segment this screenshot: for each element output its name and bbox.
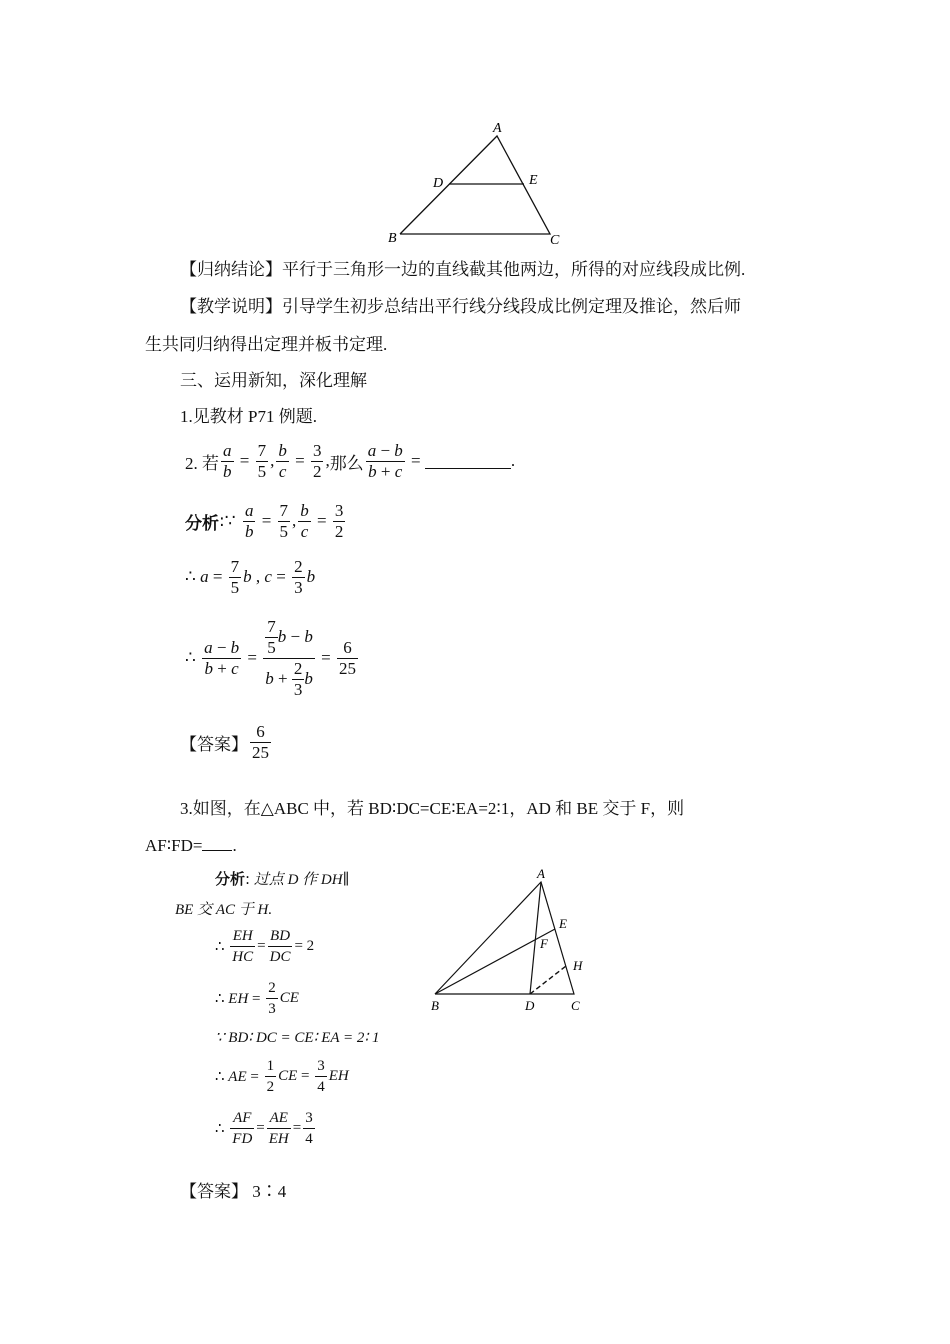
frac: $\frac{AF}{FD}$ [232,1109,253,1147]
label-F: F [540,936,548,951]
answer-value: 3∶4 [252,1182,287,1201]
frac: $\frac{a}{b}$ [244,500,254,541]
teaching-paragraph-line1 [180,295,741,319]
answer-tag: 【答案】 [180,734,248,755]
label-E: E [559,916,567,931]
analysis-text1: 过点 D 作 DH∥ [253,872,350,888]
item1-text: 1.见教材 P71 例题. [180,407,317,426]
label-B: B [388,231,397,246]
item2-period: . [510,451,516,470]
label-D: D [525,998,535,1013]
label-H: H [573,958,583,973]
frac: $\frac{7}{5}$ [279,500,289,541]
frac: $\frac{b}{c}$ [300,500,309,541]
frac: $\frac{2}{3}$ [268,979,276,1017]
label-A: A [493,121,502,136]
item3-line1: 3.如图，在△ABC 中，若 BD∶DC=CE∶EA=2∶1，AD 和 BE 交于 F，则 [180,799,685,818]
frac-b-over-c: $\frac{b}{c}$ [278,440,287,481]
frac-amb-over-bpc: $\frac{a - b}{b + c}$ [367,440,403,481]
item3-condition: ∵ BD∶ DC = CE∶ EA = 2∶ 1 [215,1030,380,1046]
label-D: D [433,176,444,191]
frac: $\frac{3}{4}$ [305,1109,313,1147]
item3-analysis-line4: ∴ EH = $\frac{2}{3}$ CE [215,979,299,1017]
frac: $\frac{6}{25}$ [338,637,356,678]
teaching-paragraph-line2: 生共同归纳得出定理并板书定理. [145,335,388,354]
answer-blank [425,454,511,469]
frac: $\frac{7}{5}$ b − b b + $\frac{2}{3}$ b [265,616,313,699]
analysis-label: 分析 [185,513,219,534]
label-B: B [431,998,439,1013]
frac: $\frac{6}{25}$ [252,721,269,762]
label-E: E [529,173,538,188]
item2-analysis-line2: ∴ a = $\frac{7}{5}$ b , c = $\frac{2}{3}$ b [185,556,316,597]
frac: $\frac{3}{2}$ [334,500,344,541]
frac: $\frac{7}{5}$ [230,556,240,597]
frac: $\frac{1}{2}$ [266,1057,275,1095]
item3-answer [180,1180,286,1204]
frac: $\frac{AE}{EH}$ [268,1109,289,1147]
label-A: A [537,866,545,881]
section-title: 三、运用新知，深化理解 [180,371,367,390]
teaching-tag: 【教学说明】 [180,297,282,316]
teaching-text1: 引导学生初步总结出平行线分线段成比例定理及推论，然后师 [282,297,741,316]
item2-question: 2. 若 $\frac{a}{b}$ = $\frac{7}{5}$ , $\frac{b}{c}$ = $\frac{3}{2}$ , 那么 $\frac{a - b}{b + c}$ = . [185,440,516,481]
item3-line2-suffix: . [232,836,237,855]
item2-then: 那么 [329,453,364,473]
item3-analysis-line3: ∴ $\frac{EH}{HC}$ = $\frac{BD}{DC}$ = 2 [215,927,315,965]
frac: $\frac{BD}{DC}$ [269,927,291,965]
frac: $\frac{2}{3}$ [293,658,303,699]
item2-answer [180,718,273,766]
conclusion-tag: 【归纳结论】 [180,260,282,279]
item3-analysis-line7: ∴ $\frac{AF}{FD}$ = $\frac{AE}{EH}$ = $\frac{3}{4}$ [215,1109,313,1147]
answer-blank [202,836,232,851]
item2-prefix: 2. 若 [185,453,219,473]
frac: $\frac{3}{4}$ [317,1057,325,1095]
item3-line2-prefix: AF∶FD= [145,836,203,855]
conclusion-text: 平行于三角形一边的直线截其他两边，所得的对应线段成比例. [282,260,746,279]
analysis-label: 分析 [215,870,246,888]
frac: $\frac{EH}{HC}$ [232,927,254,965]
frac-a-over-b: $\frac{a}{b}$ [223,440,232,481]
frac: $\frac{2}{3}$ [294,556,303,597]
frac: $\frac{7}{5}$ [267,616,276,657]
item3-line2 [145,834,237,858]
answer-tag: 【答案】 [180,1182,248,1201]
item2-analysis-line3: ∴ $\frac{a - b}{b + c}$ = $\frac{7}{5}$ b − b b + $\frac{2}{3}$ b = $\frac{6}{25}$ [185,616,356,699]
item3-analysis-line2: BE 交 AC 于 H. [175,902,273,918]
item2-analysis-line1: 分析 :∵ $\frac{a}{b}$ = $\frac{7}{5}$ , $\frac{b}{c}$ = $\frac{3}{2}$ [185,500,344,541]
conclusion-paragraph [180,258,745,282]
frac-7-over-5: $\frac{7}{5}$ [257,440,267,481]
label-C: C [571,998,580,1013]
frac: $\frac{a - b}{b + c}$ [204,637,240,678]
item3-analysis-line1: 分析: 过点 D 作 DH∥ [215,870,350,888]
triangle-figure-1 [380,118,580,248]
label-C: C [550,233,560,248]
item3-analysis-line6: ∴ AE = $\frac{1}{2}$ CE = $\frac{3}{4}$ EH [215,1057,349,1095]
triangle-figure-2 [425,866,600,1018]
frac-3-over-2: $\frac{3}{2}$ [312,440,322,481]
